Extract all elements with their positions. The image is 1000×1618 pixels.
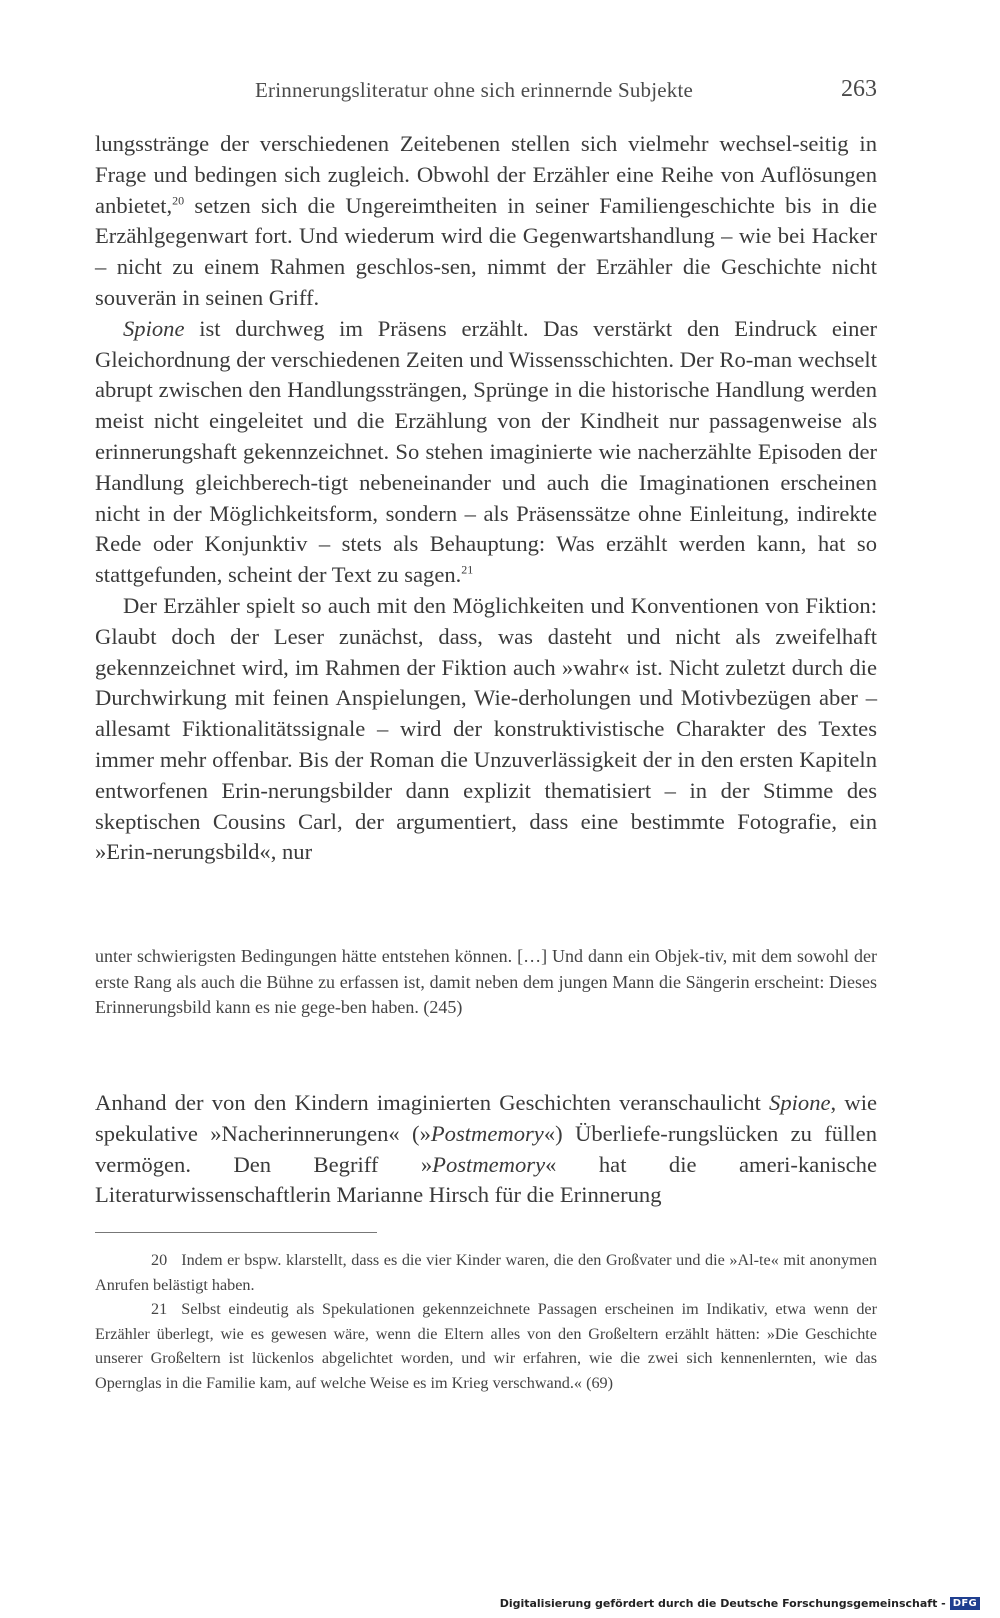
footnote-ref-20[interactable]: 20	[172, 193, 185, 208]
footnotes	[95, 1248, 877, 1395]
paragraph-2	[95, 314, 877, 591]
digitization-credit-text: Digitalisierung gefördert durch die Deutsche Forschungsgemeinschaft -	[499, 1597, 946, 1610]
block-quote-text: unter schwierigsten Bedingungen hätte entstehen können. […] Und dann ein Objek-tiv, mit dem sowohl der erste Rang als auch die Bühne zu erfassen ist, damit neben dem jungen Mann die Sängerin erscheint: Dieses Erinnerungsbild kann es nie gege-ben haben. (245)	[95, 946, 877, 1017]
paragraph-4	[95, 1088, 877, 1211]
term-postmemory-1: Postmemory	[430, 1120, 544, 1146]
paragraph-4-text-d: « hat die ameri-kanische Literaturwissenschaftlerin Marianne Hirsch für die Erinnerung	[95, 1151, 877, 1208]
dfg-logo: DFG	[950, 1597, 980, 1610]
footnote-number: 20	[151, 1251, 168, 1269]
main-text	[95, 129, 877, 868]
paragraph-1-text-b: setzen sich die Ungereimtheiten in seiner Familiengeschichte bis in die Erzählgegenwart fort. Und wiederum wird die Gegenwartshandlung – wie bei Hacker – nicht zu einem Rahmen geschlos-sen, nimmt der Erzähler die Geschichte nicht souverän in seinen Griff.	[95, 192, 877, 310]
paragraph-1-text-a: lungsstränge der verschiedenen Zeitebenen stellen sich vielmehr wechsel-seitig in Frage und bedingen sich zugleich. Obwohl der Erzähler eine Reihe von Auflösungen anbietet,	[95, 131, 877, 218]
paragraph-2-text: ist durchweg im Präsens erzählt. Das verstärkt den Eindruck einer Gleichordnung der verschiedenen Zeiten und Wissensschichten. Der Ro-man wechselt abrupt zwischen den Handlungssträngen, Sprünge in die historische Handlung werden meist nicht eingeleitet und die Erzählung von der Kindheit nur passagenweise als erinnerungshaft gekennzeichnet. So stehen imaginierte wie nacherzählte Episoden der Handlung gleichberech-tigt nebeneinander und auch die Imaginationen erscheinen nicht in der Möglichkeitsform, sondern – als Präsenssätze ohne Einleitung, indirekte Rede oder Konjunktiv – stets als Behauptung: Was erzählt werden kann, hat so stattgefunden, scheint der Text zu sagen.	[95, 315, 877, 588]
footnote-divider	[95, 1232, 377, 1233]
digitization-credit	[500, 1597, 980, 1610]
footnote-text: Indem er bspw. klarstellt, dass es die vier Kinder waren, die den Großvater und die »Al-te« mit anonymen Anrufen belästigt haben.	[95, 1251, 877, 1294]
block-quote	[95, 944, 877, 1021]
paragraph-1	[95, 129, 877, 314]
book-title-spione: Spione	[123, 315, 185, 341]
paragraph-4-text-b: , wie spekulative »Nacherinnerungen« (»	[95, 1090, 878, 1146]
footnote-ref-21[interactable]: 21	[461, 562, 474, 577]
main-text-continued	[95, 1088, 877, 1211]
footnote-number: 21	[151, 1300, 168, 1318]
paragraph-4-text-a: Anhand der von den Kindern imaginierten Geschichten veranschaulicht	[95, 1090, 770, 1115]
book-title-spione-2: Spione	[769, 1090, 831, 1115]
footnote-21	[95, 1297, 877, 1395]
term-postmemory-2: Postmemory	[432, 1151, 546, 1177]
page-header	[95, 78, 877, 112]
footnote-20	[95, 1248, 877, 1297]
page-number: 263	[841, 76, 877, 102]
footnote-text: Selbst eindeutig als Spekulationen gekennzeichnete Passagen erscheinen im Indikativ, etwa wenn der Erzähler überlegt, wie es gewesen wäre, wenn die Eltern alles von den Großeltern erzählt hätten: »Die Geschichte unserer Großeltern ist lückenlos abgelichtet worden, und wir erfahren, wie die zwei sich kennenlernten, wie das Opernglas in die Familie kam, auf welche Weise es im Krieg verschwand.« (69)	[95, 1300, 877, 1392]
paragraph-3: Der Erzähler spielt so auch mit den Möglichkeiten und Konventionen von Fiktion: Glaubt doch der Leser zunächst, dass, was dasteht und nicht als zweifelhaft gekennzeichnet wird, im Rahmen der Fiktion auch »wahr« ist. Nicht zuletzt durch die Durchwirkung mit feinen Anspielungen, Wie-derholungen und Motivbezügen aber – allesamt Fiktionalitätssignale – wird der konstruktivistische Charakter des Textes immer mehr offenbar. Bis der Roman die Unzuverlässigkeit der in den ersten Kapiteln entworfenen Erin-nerungsbilder dann explizit thematisiert – in der Stimme des skeptischen Cousins Carl, der argumentiert, dass eine bestimmte Fotografie, ein »Erin-nerungsbild«, nur	[95, 592, 877, 865]
paragraph-4-text-c: «) Überliefe-rungslücken zu füllen vermögen. Den Begriff »	[95, 1120, 877, 1177]
running-title: Erinnerungsliteratur ohne sich erinnernde Subjekte	[255, 78, 694, 102]
